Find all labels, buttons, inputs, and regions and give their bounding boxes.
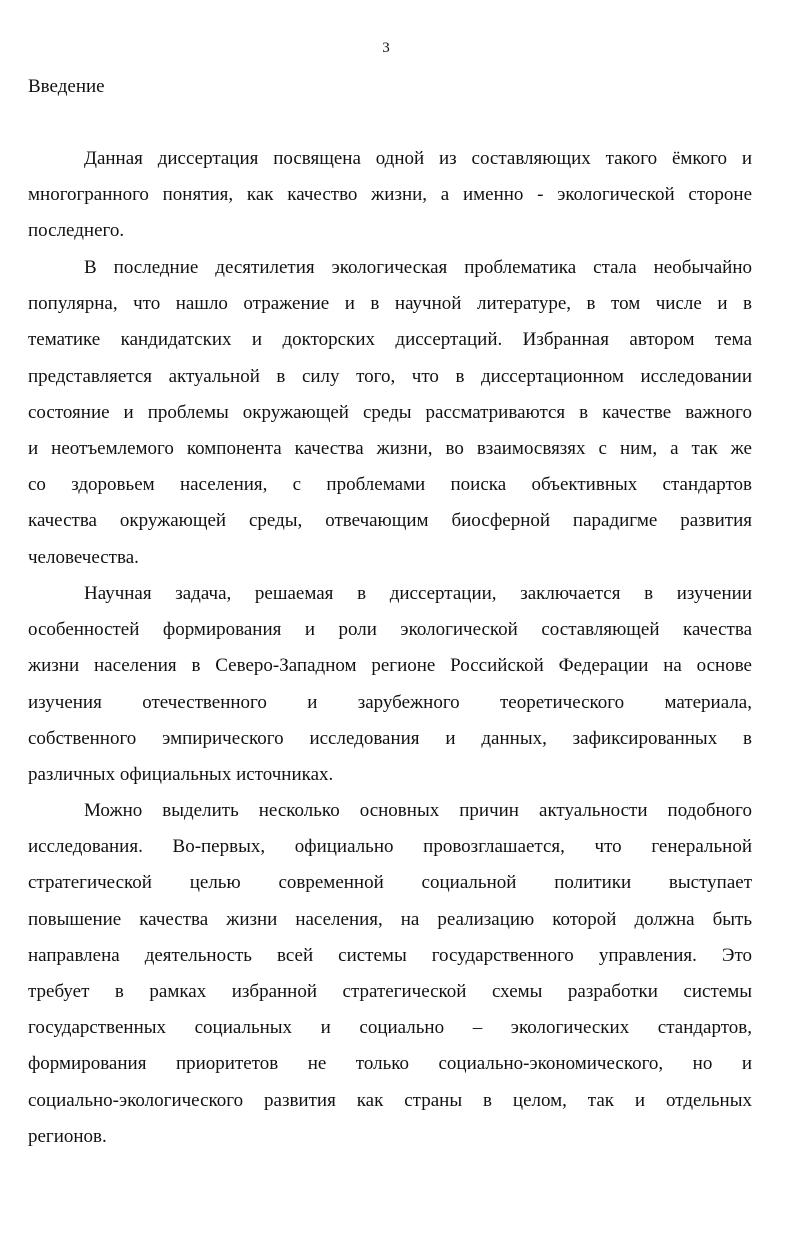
paragraph-line: повышение качества жизни населения, на реализацию которой должна быть bbox=[28, 908, 752, 930]
paragraph-line: формирования приоритетов не только социально-экономического, но и bbox=[28, 1053, 752, 1075]
paragraph-line: состояние и проблемы окружающей среды рассматриваются в качестве важного bbox=[28, 401, 752, 423]
page-number: 3 bbox=[382, 40, 390, 56]
paragraph-line: социально-экологического развития как страны в целом, так и отдельных bbox=[28, 1089, 752, 1111]
paragraph-line: жизни населения в Северо-Западном регионе Российской Федерации на основе bbox=[28, 655, 752, 677]
paragraph-3 bbox=[28, 576, 752, 793]
paragraph-line: человечества. bbox=[28, 546, 139, 568]
paragraph-line: Можно выделить несколько основных причин актуальности подобного bbox=[84, 800, 752, 821]
paragraph-line: требует в рамках избранной стратегической схемы разработки системы bbox=[28, 981, 752, 1003]
paragraph-line: стратегической целью современной социальной политики выступает bbox=[28, 872, 752, 894]
paragraph-line: изучения отечественного и зарубежного теоретического материала, bbox=[28, 691, 752, 713]
paragraph-line: исследования. Во-первых, официально провозглашается, что генеральной bbox=[28, 836, 752, 858]
paragraph-line: собственного эмпирического исследования и данных, зафиксированных в bbox=[28, 727, 752, 749]
paragraph-line: Научная задача, решаемая в диссертации, заключается в изучении bbox=[84, 583, 752, 604]
paragraph-line: регионов. bbox=[28, 1125, 107, 1147]
paragraph-line: представляется актуальной в силу того, что в диссертационном исследовании bbox=[28, 365, 752, 387]
paragraph-line: особенностей формирования и роли экологической составляющей качества bbox=[28, 619, 752, 641]
paragraph-line: государственных социальных и социально – экологических стандартов, bbox=[28, 1017, 752, 1039]
paragraph-line: многогранного понятия, как качество жизни, а именно - экологической стороне bbox=[28, 184, 752, 206]
paragraph-line: и неотъемлемого компонента качества жизни, во взаимосвязях с ним, а так же bbox=[28, 438, 752, 460]
paragraph-line: последнего. bbox=[28, 220, 125, 242]
paragraph-line: направлена деятельность всей системы государственного управления. Это bbox=[28, 944, 752, 966]
paragraph-line: В последние десятилетия экологическая проблематика стала необычайно bbox=[84, 257, 752, 278]
paragraph-line: Данная диссертация посвящена одной из составляющих такого ёмкого и bbox=[84, 148, 752, 169]
paragraph-line: качества окружающей среды, отвечающим биосферной парадигме развития bbox=[28, 510, 752, 532]
paragraph-line: различных официальных источниках. bbox=[28, 764, 334, 786]
paragraph-line: тематике кандидатских и докторских диссертаций. Избранная автором тема bbox=[28, 329, 752, 351]
paragraph-line: популярна, что нашло отражение и в научной литературе, в том числе и в bbox=[28, 293, 752, 315]
section-heading: Введение bbox=[28, 76, 105, 97]
paragraph-1 bbox=[28, 141, 752, 250]
paragraph-4 bbox=[28, 793, 752, 1155]
paragraph-2 bbox=[28, 250, 752, 576]
paragraph-line: со здоровьем населения, с проблемами поиска объективных стандартов bbox=[28, 474, 752, 496]
